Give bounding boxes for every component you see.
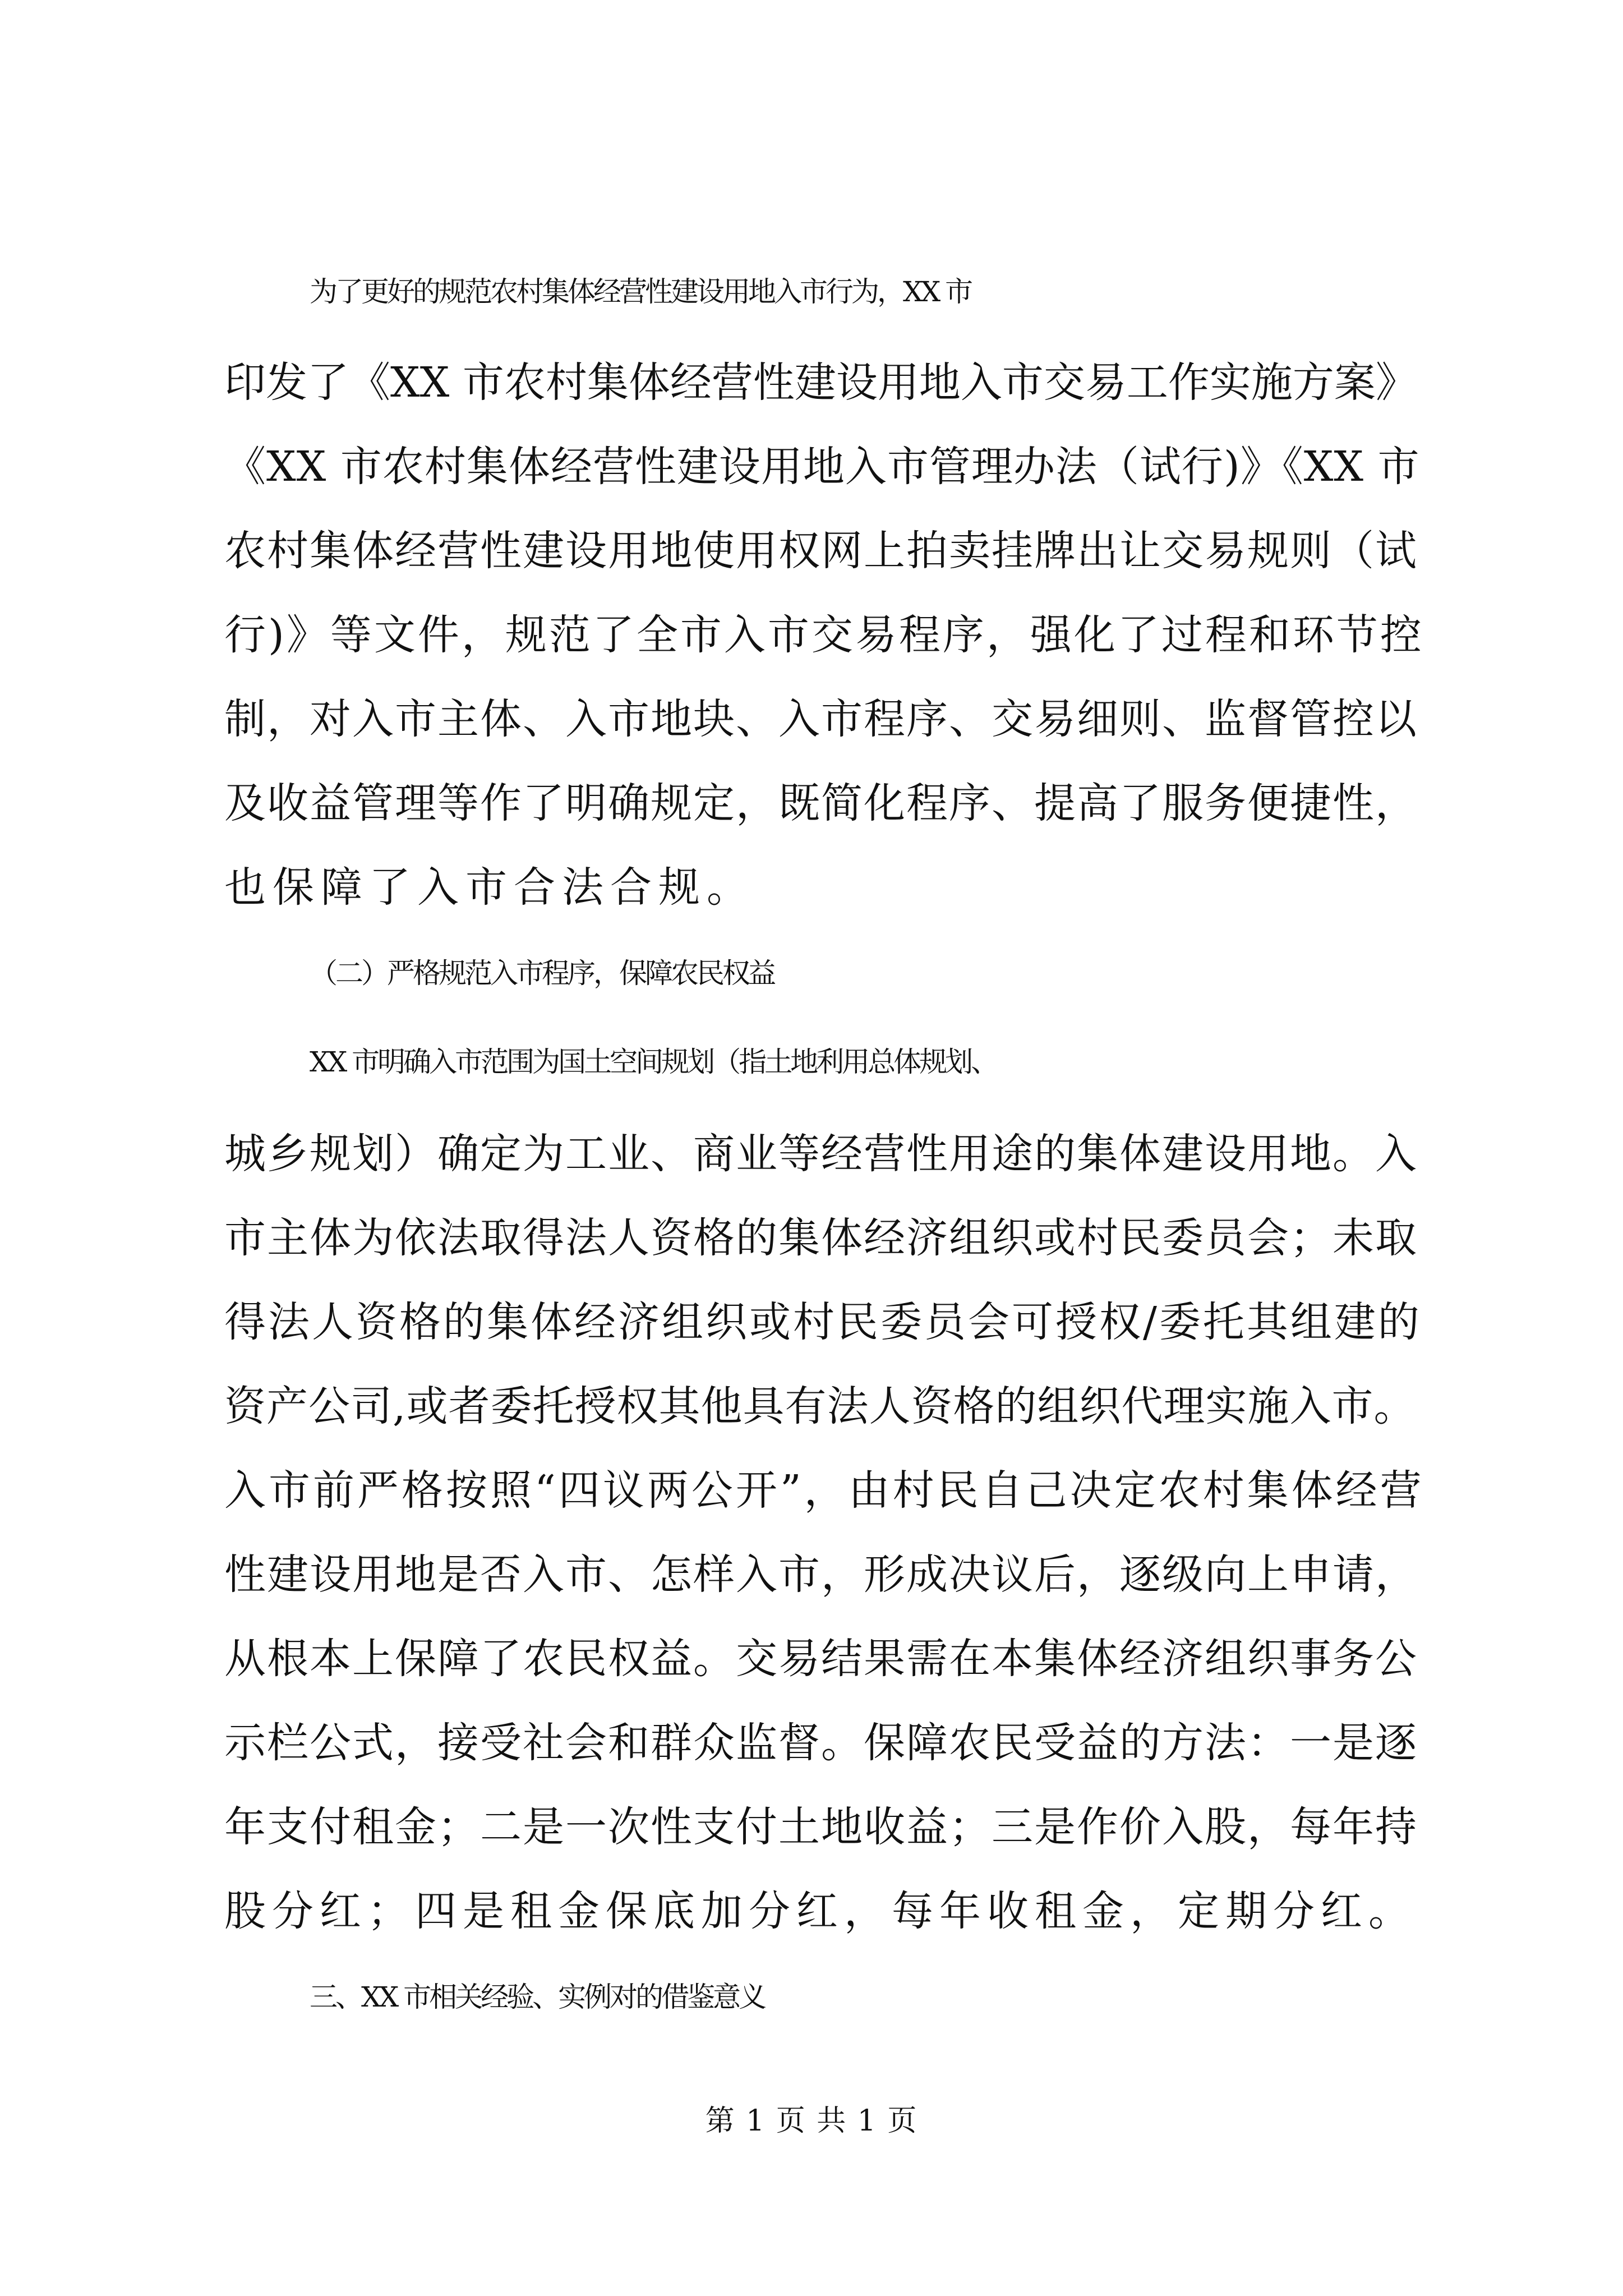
paragraph-2-line-11: 股分红；四是租金保底加分红，每年收租金，定期分红。 [224, 1887, 1416, 1935]
page-footer: 第 1 页 共 1 页 [705, 2104, 918, 2138]
paragraph-1-line-3: 《XX 市农村集体经营性建设用地入市管理办法（试行)》《XX 市 [224, 443, 1420, 491]
paragraph-2-line-10: 年支付租金；二是一次性支付土地收益；三是作价入股，每年持 [224, 1803, 1418, 1851]
paragraph-1-line-5: 行)》等文件，规范了全市入市交易程序，强化了过程和环节控 [224, 611, 1424, 659]
subheading: （二）严格规范入市程序，保障农民权益 [310, 957, 774, 990]
paragraph-1-line-1: 为了更好的规范农村集体经营性建设用地入市行为，XX 市 [310, 275, 971, 308]
paragraph-2-line-8: 从根本上保障了农民权益。交易结果需在本集体经济组织事务公 [224, 1635, 1418, 1683]
paragraph-2-line-4: 得法人资格的集体经济组织或村民委员会可授权/委托其组建的 [224, 1298, 1422, 1346]
paragraph-2-line-9: 示栏公式，接受社会和群众监督。保障农民受益的方法：一是逐 [224, 1719, 1418, 1767]
paragraph-2-line-5: 资产公司,或者委托授权其他具有法人资格的组织代理实施入市。 [224, 1382, 1416, 1430]
paragraph-1-line-4: 农村集体经营性建设用地使用权网上拍卖挂牌出让交易规则（试 [224, 527, 1418, 575]
paragraph-1-line-7: 及收益管理等作了明确规定，既简化程序、提高了服务便捷性， [224, 779, 1418, 827]
paragraph-2-line-2: 城乡规划）确定为工业、商业等经营性用途的集体建设用地。入 [224, 1130, 1418, 1178]
paragraph-1-line-6: 制，对入市主体、入市地块、入市程序、交易细则、监督管控以 [224, 695, 1418, 743]
paragraph-2-line-1: XX 市明确入市范围为国土空间规划（指土地利用总体规划、 [310, 1046, 997, 1078]
paragraph-2-line-7: 性建设用地是否入市、怎样入市，形成决议后，逐级向上申请， [224, 1550, 1418, 1599]
paragraph-1-line-2: 印发了《XX 市农村集体经营性建设用地入市交易工作实施方案》 [224, 358, 1417, 407]
section-heading: 三、XX 市相关经验、实例对的借鉴意义 [310, 1981, 765, 2013]
paragraph-1-line-8: 也保障了入市合法合规。 [224, 863, 755, 912]
paragraph-2-line-3: 市主体为依法取得法人资格的集体经济组织或村民委员会；未取 [224, 1214, 1418, 1262]
paragraph-2-line-6: 入市前严格按照“四议两公开”，由村民自己决定农村集体经营 [224, 1466, 1424, 1515]
